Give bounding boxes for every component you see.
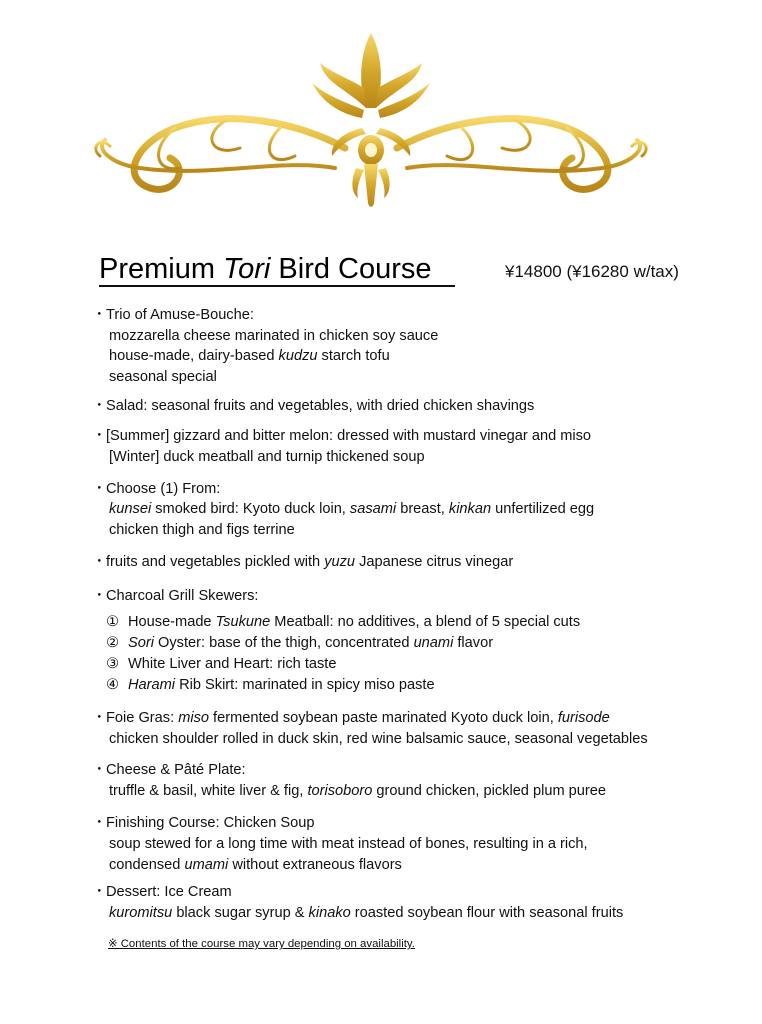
availability-note: ※ Contents of the course may vary depending on availability. [108, 938, 415, 950]
title-underline [99, 285, 455, 287]
gold-flourish-ornament [80, 28, 662, 218]
course-price: ¥14800 (¥16280 w/tax) [505, 262, 679, 281]
course-title: Premium Tori Bird Course [99, 253, 432, 285]
